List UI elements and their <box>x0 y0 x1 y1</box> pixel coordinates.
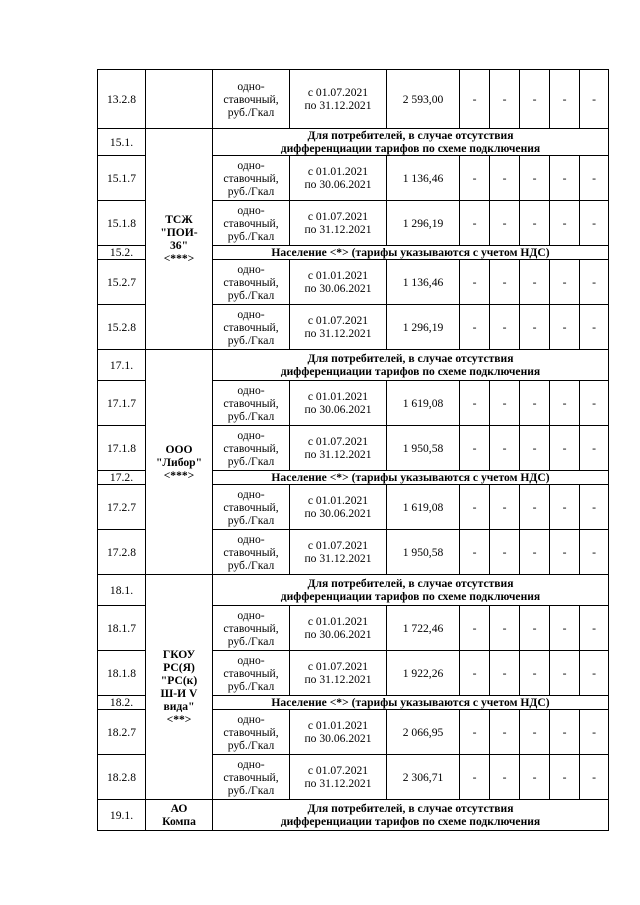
tariff-value-cell: 1 136,46 <box>387 156 460 201</box>
row-code-cell: 15.2. <box>98 246 146 260</box>
period-line: по 30.06.2021 <box>304 178 372 191</box>
unit-cell <box>213 70 290 129</box>
unit-cell <box>213 201 290 246</box>
period-line: с 01.07.2021 <box>307 660 369 673</box>
org-name-cell <box>146 575 213 800</box>
unit-line: руб./Гкал <box>227 454 275 468</box>
empty-value-cell: - <box>490 651 520 696</box>
empty-value-cell: - <box>550 305 580 350</box>
empty-value-cell: - <box>550 260 580 305</box>
period-line: с 01.01.2021 <box>307 615 369 628</box>
unit-cell <box>213 651 290 696</box>
row-code-cell: 18.2.8 <box>98 755 146 800</box>
period-line: по 31.12.2021 <box>304 448 372 461</box>
period-line: по 31.12.2021 <box>304 673 372 686</box>
period-line: по 31.12.2021 <box>304 777 372 790</box>
period-line: с 01.01.2021 <box>307 719 369 732</box>
row-code-cell: 13.2.8 <box>98 70 146 129</box>
unit-line: руб./Гкал <box>227 409 275 423</box>
unit-cell <box>213 755 290 800</box>
unit-line: руб./Гкал <box>227 333 275 347</box>
row-code-cell: 17.2. <box>98 471 146 485</box>
tariff-value-cell: 2 593,00 <box>387 70 460 129</box>
unit-line: одно- <box>237 532 265 546</box>
empty-value-cell: - <box>490 530 520 575</box>
empty-value-cell: - <box>550 755 580 800</box>
period-line: по 31.12.2021 <box>304 327 372 340</box>
period-line: по 31.12.2021 <box>304 223 372 236</box>
empty-value-cell: - <box>520 485 550 530</box>
unit-line: руб./Гкал <box>227 634 275 648</box>
row-code-cell: 18.2.7 <box>98 710 146 755</box>
row-code-cell: 18.2. <box>98 696 146 710</box>
empty-value-cell: - <box>550 710 580 755</box>
period-cell <box>290 305 387 350</box>
empty-value-cell: - <box>550 651 580 696</box>
unit-cell <box>213 156 290 201</box>
empty-value-cell: - <box>550 606 580 651</box>
row-code-cell: 18.1.8 <box>98 651 146 696</box>
empty-value-cell: - <box>550 381 580 426</box>
unit-cell <box>213 305 290 350</box>
empty-value-cell: - <box>520 755 550 800</box>
empty-value-cell: - <box>580 156 609 201</box>
empty-value-cell: - <box>520 156 550 201</box>
unit-line: одно- <box>237 307 265 321</box>
empty-value-cell: - <box>490 305 520 350</box>
unit-line: ставочный, <box>223 770 279 784</box>
period-line: с 01.01.2021 <box>307 165 369 178</box>
unit-line: ставочный, <box>223 545 279 559</box>
period-cell <box>290 485 387 530</box>
unit-line: ставочный, <box>223 500 279 514</box>
period-cell <box>290 381 387 426</box>
unit-line: ставочный, <box>223 275 279 289</box>
row-code-cell: 17.1. <box>98 350 146 381</box>
unit-line: одно- <box>237 653 265 667</box>
empty-value-cell: - <box>490 426 520 471</box>
empty-value-cell: - <box>520 530 550 575</box>
period-line: с 01.01.2021 <box>307 269 369 282</box>
period-line: по 30.06.2021 <box>304 732 372 745</box>
empty-value-cell: - <box>550 201 580 246</box>
tariff-value-cell: 1 619,08 <box>387 485 460 530</box>
tariff-row <box>98 70 609 129</box>
empty-value-cell: - <box>460 305 490 350</box>
period-line: с 01.07.2021 <box>307 435 369 448</box>
empty-value-cell: - <box>580 651 609 696</box>
unit-line: ставочный, <box>223 320 279 334</box>
empty-value-cell: - <box>520 305 550 350</box>
empty-value-cell: - <box>550 485 580 530</box>
section-header-line: Для потребителей, в случае отсутствия <box>307 352 514 365</box>
empty-value-cell: - <box>550 156 580 201</box>
period-cell <box>290 755 387 800</box>
empty-value-cell: - <box>580 305 609 350</box>
unit-line: одно- <box>237 262 265 276</box>
org-name-line: РС(Я) <box>163 661 195 674</box>
period-line: по 30.06.2021 <box>304 403 372 416</box>
unit-cell <box>213 606 290 651</box>
tariff-value-cell: 1 136,46 <box>387 260 460 305</box>
empty-value-cell: - <box>580 485 609 530</box>
unit-line: руб./Гкал <box>227 679 275 693</box>
empty-value-cell: - <box>550 426 580 471</box>
unit-line: ставочный, <box>223 666 279 680</box>
row-code-cell: 15.1.7 <box>98 156 146 201</box>
unit-line: ставочный, <box>223 171 279 185</box>
section-header-cell <box>213 246 609 260</box>
unit-line: одно- <box>237 158 265 172</box>
unit-cell <box>213 710 290 755</box>
period-cell <box>290 426 387 471</box>
empty-value-cell: - <box>490 755 520 800</box>
unit-cell <box>213 530 290 575</box>
tariff-value-cell: 1 950,58 <box>387 426 460 471</box>
period-line: по 31.12.2021 <box>304 99 372 112</box>
empty-value-cell: - <box>490 710 520 755</box>
row-code-cell: 15.1.8 <box>98 201 146 246</box>
org-name-line: ООО <box>165 442 193 456</box>
unit-line: руб./Гкал <box>227 229 275 243</box>
unit-line: ставочный, <box>223 621 279 635</box>
period-line: по 31.12.2021 <box>304 552 372 565</box>
empty-value-cell: - <box>520 260 550 305</box>
empty-value-cell: - <box>580 530 609 575</box>
section-header-cell <box>213 800 609 831</box>
empty-value-cell: - <box>490 260 520 305</box>
section-header-line: Население <*> (тарифы указываются с учетом НДС) <box>271 471 550 484</box>
unit-line: руб./Гкал <box>227 105 275 119</box>
tariff-value-cell: 1 296,19 <box>387 305 460 350</box>
unit-line: одно- <box>237 203 265 217</box>
section-header-row <box>98 350 609 381</box>
org-name-cell <box>146 350 213 575</box>
row-code-cell: 15.2.8 <box>98 305 146 350</box>
tariff-value-cell: 1 950,58 <box>387 530 460 575</box>
section-header-line: дифференциации тарифов по схеме подключения <box>280 142 541 155</box>
row-code-cell: 17.1.8 <box>98 426 146 471</box>
section-header-row <box>98 129 609 156</box>
period-line: с 01.07.2021 <box>307 314 369 327</box>
period-cell <box>290 651 387 696</box>
org-name-line: "ПОИ- <box>160 226 198 239</box>
empty-value-cell: - <box>580 426 609 471</box>
section-header-row <box>98 800 609 831</box>
empty-value-cell: - <box>490 156 520 201</box>
empty-value-cell: - <box>520 381 550 426</box>
empty-value-cell: - <box>580 201 609 246</box>
empty-value-cell: - <box>520 201 550 246</box>
unit-line: ставочный, <box>223 441 279 455</box>
org-name-line: ГКОУ <box>162 648 196 661</box>
empty-value-cell: - <box>520 426 550 471</box>
row-code-cell: 19.1. <box>98 800 146 831</box>
tariff-value-cell: 1 619,08 <box>387 381 460 426</box>
unit-line: одно- <box>237 712 265 726</box>
tariff-value-cell: 2 306,71 <box>387 755 460 800</box>
empty-value-cell: - <box>460 260 490 305</box>
unit-line: ставочный, <box>223 216 279 230</box>
empty-value-cell: - <box>490 485 520 530</box>
unit-line: одно- <box>237 608 265 622</box>
empty-value-cell: - <box>460 530 490 575</box>
org-name-cell <box>146 800 213 831</box>
unit-cell <box>213 260 290 305</box>
period-line: по 30.06.2021 <box>304 628 372 641</box>
org-name-line: <**> <box>166 713 192 726</box>
period-cell <box>290 710 387 755</box>
empty-value-cell: - <box>520 606 550 651</box>
period-cell <box>290 530 387 575</box>
empty-value-cell: - <box>580 260 609 305</box>
period-line: с 01.07.2021 <box>307 539 369 552</box>
period-cell <box>290 70 387 129</box>
empty-value-cell: - <box>490 201 520 246</box>
empty-value-cell: - <box>460 201 490 246</box>
empty-value-cell: - <box>490 606 520 651</box>
org-name-line: 36" <box>169 239 189 252</box>
period-line: по 30.06.2021 <box>304 507 372 520</box>
empty-value-cell: - <box>460 70 490 129</box>
empty-value-cell: - <box>550 70 580 129</box>
period-cell <box>290 201 387 246</box>
period-cell <box>290 156 387 201</box>
unit-line: одно- <box>237 383 265 397</box>
row-code-cell: 17.2.7 <box>98 485 146 530</box>
tariff-value-cell: 1 922,26 <box>387 651 460 696</box>
row-code-cell: 15.1. <box>98 129 146 156</box>
unit-line: руб./Гкал <box>227 184 275 198</box>
empty-value-cell: - <box>460 651 490 696</box>
empty-value-cell: - <box>580 70 609 129</box>
section-header-line: дифференциации тарифов по схеме подключения <box>280 590 541 603</box>
empty-value-cell: - <box>460 381 490 426</box>
section-header-row <box>98 575 609 606</box>
empty-value-cell: - <box>460 485 490 530</box>
empty-value-cell: - <box>580 606 609 651</box>
row-code-cell: 17.2.8 <box>98 530 146 575</box>
section-header-cell <box>213 471 609 485</box>
period-cell <box>290 260 387 305</box>
empty-value-cell: - <box>460 710 490 755</box>
empty-value-cell: - <box>460 426 490 471</box>
unit-line: одно- <box>237 487 265 501</box>
empty-value-cell: - <box>460 755 490 800</box>
period-line: с 01.07.2021 <box>307 86 369 99</box>
empty-value-cell: - <box>460 156 490 201</box>
section-header-cell <box>213 129 609 156</box>
org-name-line: "Либор" <box>155 455 203 469</box>
section-header-line: Для потребителей, в случае отсутствия <box>307 129 514 142</box>
unit-line: одно- <box>237 757 265 771</box>
empty-value-cell: - <box>520 651 550 696</box>
row-code-cell: 18.1.7 <box>98 606 146 651</box>
period-cell <box>290 606 387 651</box>
empty-value-cell: - <box>520 70 550 129</box>
org-name-line: вида" <box>163 700 195 713</box>
tariff-value-cell: 1 296,19 <box>387 201 460 246</box>
org-name-cell <box>146 129 213 350</box>
org-name-line: Компа <box>162 815 196 828</box>
section-header-line: дифференциации тарифов по схеме подключения <box>280 815 541 828</box>
org-name-line: <***> <box>163 468 195 482</box>
section-header-line: Население <*> (тарифы указываются с учетом НДС) <box>271 246 550 259</box>
unit-cell <box>213 381 290 426</box>
unit-line: одно- <box>237 79 265 93</box>
row-code-cell: 18.1. <box>98 575 146 606</box>
empty-value-cell: - <box>460 606 490 651</box>
row-code-cell: 17.1.7 <box>98 381 146 426</box>
unit-line: руб./Гкал <box>227 513 275 527</box>
period-line: с 01.07.2021 <box>307 764 369 777</box>
empty-value-cell: - <box>580 755 609 800</box>
unit-line: ставочный, <box>223 396 279 410</box>
empty-value-cell: - <box>550 530 580 575</box>
section-header-cell <box>213 350 609 381</box>
empty-value-cell: - <box>490 381 520 426</box>
section-header-cell <box>213 696 609 710</box>
section-header-line: дифференциации тарифов по схеме подключения <box>280 365 541 378</box>
unit-cell <box>213 426 290 471</box>
section-header-line: Население <*> (тарифы указываются с учетом НДС) <box>271 696 550 709</box>
period-line: по 30.06.2021 <box>304 282 372 295</box>
unit-line: руб./Гкал <box>227 558 275 572</box>
empty-value-cell: - <box>490 70 520 129</box>
unit-cell <box>213 485 290 530</box>
org-name-line: Ш-И V <box>160 687 198 700</box>
period-line: с 01.07.2021 <box>307 210 369 223</box>
org-name-line: "РС(к) <box>160 674 198 687</box>
period-line: с 01.01.2021 <box>307 494 369 507</box>
empty-value-cell: - <box>580 710 609 755</box>
unit-line: ставочный, <box>223 725 279 739</box>
tariff-table-body <box>98 70 609 831</box>
org-cell-blank <box>146 70 213 129</box>
empty-value-cell: - <box>580 381 609 426</box>
row-code-cell: 15.2.7 <box>98 260 146 305</box>
org-name-line: АО <box>170 802 188 815</box>
tariff-value-cell: 2 066,95 <box>387 710 460 755</box>
unit-line: руб./Гкал <box>227 783 275 797</box>
section-header-cell <box>213 575 609 606</box>
unit-line: руб./Гкал <box>227 288 275 302</box>
unit-line: одно- <box>237 428 265 442</box>
tariff-value-cell: 1 722,46 <box>387 606 460 651</box>
section-header-line: Для потребителей, в случае отсутствия <box>307 577 514 590</box>
empty-value-cell: - <box>520 710 550 755</box>
org-name-line: <***> <box>163 252 195 265</box>
unit-line: ставочный, <box>223 92 279 106</box>
org-name-line: ТСЖ <box>165 213 193 226</box>
tariff-table <box>97 69 609 831</box>
unit-line: руб./Гкал <box>227 738 275 752</box>
section-header-line: Для потребителей, в случае отсутствия <box>307 802 514 815</box>
period-line: с 01.01.2021 <box>307 390 369 403</box>
